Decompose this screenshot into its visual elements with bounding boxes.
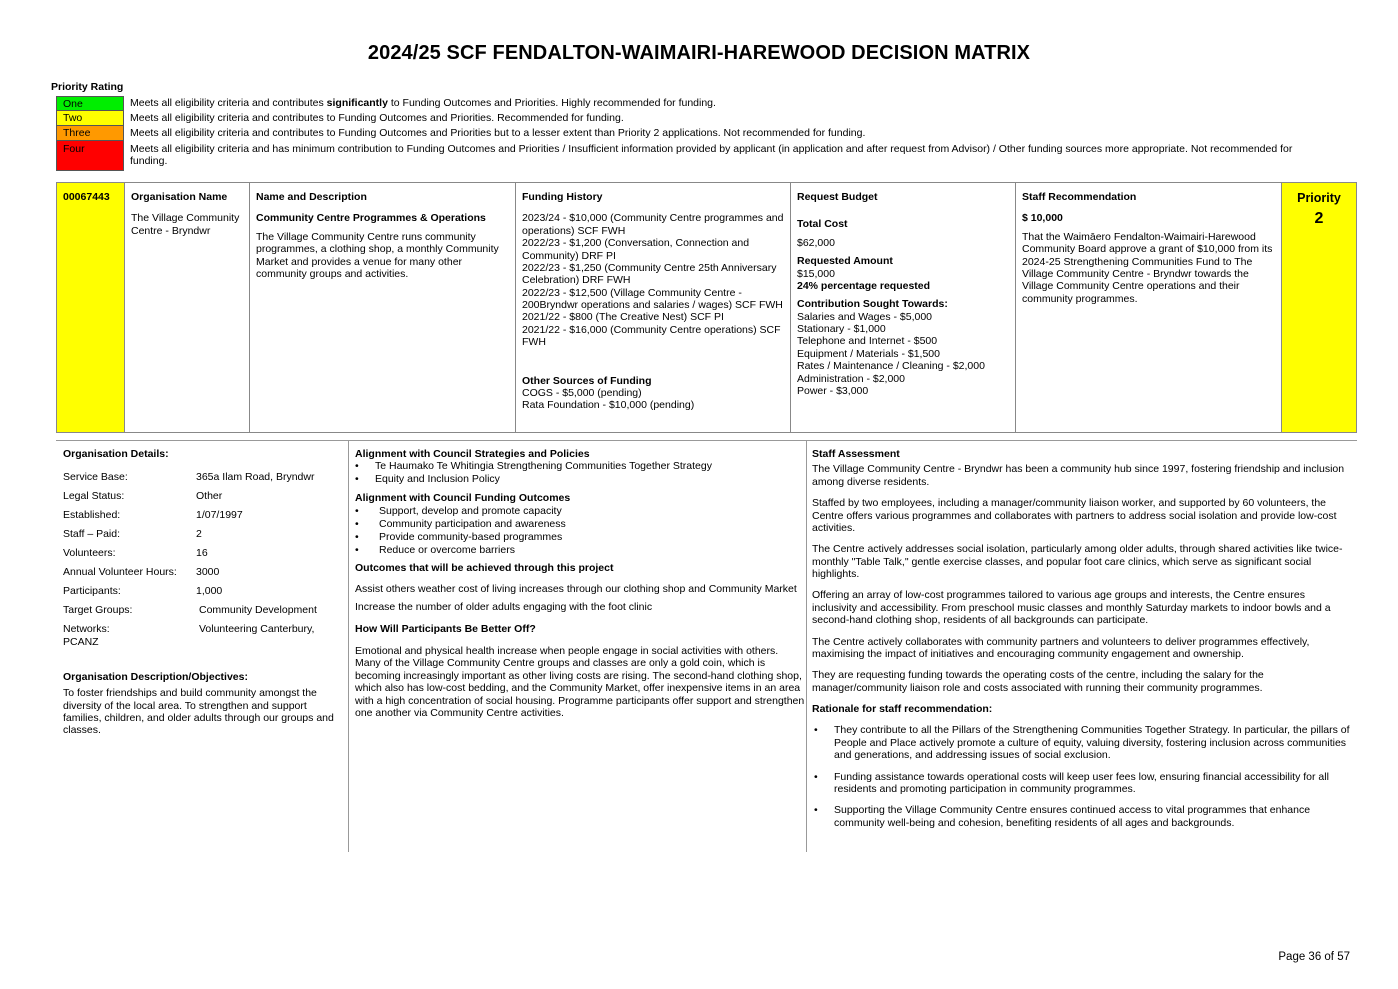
strategies-list [355, 460, 805, 485]
funding-history-item: 2021/22 - $800 (The Creative Nest) SCF PI [522, 311, 724, 324]
funding-history-cell [516, 183, 791, 432]
detail-row-volunteer-hours: Annual Volunteer Hours: 3000 [63, 566, 220, 579]
funding-history-heading: Funding History [522, 191, 603, 203]
rationale-item: • Supporting the Village Community Centre ensures continued access to vital programmes that enhance community well-being and cohesion, benefiting residents of all ages and backgrounds. [812, 804, 1352, 829]
assessment-paragraph: They are requesting funding towards the operating costs of the centre, including the salary for the manager/community liaison role and costs associated with running their community programmes. [812, 669, 1264, 694]
staff-assessment-heading: Staff Assessment [812, 448, 900, 460]
priority-row-four [56, 141, 1326, 171]
priority-text-three: Meets all eligibility criteria and contributes to Funding Outcomes and Priorities but to a lesser extent than Priority 2 applications. Not recommended for funding. [130, 127, 866, 139]
requested-amount-value: $15,000 [797, 267, 835, 280]
contribution-item: Rates / Maintenance / Cleaning - $2,000 [797, 360, 985, 373]
priority-swatch-two: Two [56, 111, 124, 126]
priority-text-one: Meets all eligibility criteria and contributes significantly to Funding Outcomes and Priorities. Highly recommended for funding. [130, 97, 716, 109]
priority-row-three [56, 126, 1326, 141]
organisation-details-panel [63, 448, 341, 737]
priority-text-two: Meets all eligibility criteria and contributes to Funding Outcomes and Priorities. Recommended for funding. [130, 112, 624, 124]
requested-amount-label: Requested Amount [797, 255, 893, 268]
staff-recommendation-cell [1016, 183, 1282, 432]
assessment-paragraph: The Centre actively addresses social isolation, particularly among older adults, through shared activities like twice-monthly "Table Talk," gentle exercise classes, and popular foot care clinics, which serve as significant social highlights. [812, 543, 1343, 580]
section-divider [56, 440, 1357, 441]
funding-outcome-item: • Community participation and awareness [355, 518, 805, 531]
organisation-description: To foster friendships and build community amongst the diversity of the local area. To strengthen and support families, children, and older adults through our groups and classes. [63, 687, 334, 737]
contribution-item: Power - $3,000 [797, 384, 869, 397]
project-description: The Village Community Centre runs community programmes, a clothing shop, a monthly Community Market and provides a venue for many other community groups and activities. [256, 230, 499, 280]
application-id: 00067443 [57, 183, 125, 432]
priority-rating-legend [56, 96, 1326, 171]
detail-row-networks: Networks: Volunteering Canterbury, [63, 623, 315, 636]
contribution-item: Administration - $2,000 [797, 372, 905, 385]
organisation-name-heading: Organisation Name [131, 191, 228, 203]
contribution-item: Salaries and Wages - $5,000 [797, 310, 933, 323]
column-divider [348, 440, 349, 852]
project-name: Community Centre Programmes & Operations [256, 212, 486, 225]
total-cost-value: $62,000 [797, 236, 835, 249]
contribution-item: Stationary - $1,000 [797, 323, 886, 335]
contribution-item: Equipment / Materials - $1,500 [797, 347, 940, 360]
outcome-achieved-item: Assist others weather cost of living increases through our clothing shop and Community Market [355, 582, 797, 595]
rationale-item: • They contribute to all the Pillars of the Strengthening Communities Together Strategy. In particular, the pillars of People and Place actively promote a culture of equity, valuing diversity, fostering inclusion across communities and generations, and addressing issues of social exclusion. [812, 724, 1352, 761]
rationale-heading: Rationale for staff recommendation: [812, 703, 993, 715]
funding-history-item: 2022/23 - $1,200 (Conversation, Connection and Community) DRF PI [522, 237, 750, 262]
detail-row-staff-paid: Staff – Paid: 2 [63, 528, 202, 541]
request-budget-cell [791, 183, 1016, 432]
funding-outcome-item: • Support, develop and promote capacity [355, 505, 805, 518]
alignment-panel [355, 448, 805, 719]
priority-swatch-one: One [56, 96, 124, 111]
outcomes-achieved-heading: Outcomes that will be achieved through this project [355, 561, 614, 574]
organisation-name-cell [125, 183, 250, 432]
funding-outcome-item: • Provide community-based programmes [355, 531, 805, 544]
assessment-paragraph: Offering an array of low-cost programmes tailored to various age groups and interests, the Centre ensures inclusivity and accessibility. From preschool music classes and monthly Saturday markets to indoor bowls and a second-hand clothing shop, residents of all backgrounds can participate. [812, 589, 1331, 627]
funding-outcomes-list [355, 505, 805, 557]
other-source-item: Rata Foundation - $10,000 (pending) [522, 399, 695, 412]
organisation-details-heading: Organisation Details: [63, 448, 169, 460]
column-divider [806, 440, 807, 852]
organisation-name: The Village Community Centre - Bryndwr [131, 212, 240, 237]
strategy-item: • Equity and Inclusion Policy [355, 473, 805, 485]
funding-history-item: 2022/23 - $12,500 (Village Community Centre - 200Bryndwr operations and salaries / wages) SCF FWH [522, 286, 783, 311]
page-number: Page 36 of 57 [1278, 951, 1350, 963]
detail-row-legal-status: Legal Status: Other [63, 490, 223, 503]
request-budget-heading: Request Budget [797, 191, 878, 203]
better-off-text: Emotional and physical health increase when people engage in social activities with others. Many of the Village Community Centre groups and classes are only a gold coin, which is becoming increasingly important as other living costs are rising. The second-hand clothing shop, which also has low-cost bedding, and the Community Market, offer inexpensive items in an area with a high concentration of social housing. Programme participants offer support and strengthen one another via Community Centre activities. [355, 645, 805, 719]
staff-recommendation-amount: $ 10,000 [1022, 212, 1063, 225]
assessment-paragraph: The Centre actively collaborates with community partners and volunteers to deliver programmes effectively, maximising the impact of initiatives and encouraging community engagement and ownership. [812, 635, 1310, 660]
funding-outcomes-heading: Alignment with Council Funding Outcomes [355, 492, 571, 505]
networks-continued: PCANZ [63, 636, 99, 649]
contribution-item: Telephone and Internet - $500 [797, 335, 938, 348]
staff-recommendation-heading: Staff Recommendation [1022, 191, 1137, 203]
detail-row-target-groups: Target Groups: Community Development [63, 604, 317, 617]
priority-row-one [56, 96, 1326, 111]
assessment-paragraph: Staffed by two employees, including a manager/community liaison worker, and supported by 60 volunteers, the Centre offers various programmes and collaborates with partners to address social isolation and provide low-cost activities. [812, 497, 1337, 534]
other-source-item: COGS - $5,000 (pending) [522, 386, 642, 399]
priority-rating-heading: Priority Rating [51, 81, 124, 93]
rationale-item: • Funding assistance towards operational costs will keep user fees low, ensuring financial accessibility for all residents and promoting participation in community programmes. [812, 771, 1352, 796]
total-cost-label: Total Cost [797, 218, 848, 231]
detail-row-service-base: Service Base: 365a Ilam Road, Bryndwr [63, 471, 315, 484]
priority-swatch-four: Four [56, 141, 124, 171]
rationale-list [812, 724, 1352, 829]
priority-cell [1282, 183, 1356, 432]
funding-history-item: 2023/24 - $10,000 (Community Centre programmes and operations) SCF FWH [522, 212, 784, 237]
priority-text-four: Meets all eligibility criteria and has minimum contribution to Funding Outcomes and Priorities / Insufficient information provided by applicant (in application and after request from Advisor) / Other funding sources more appropriate. Not recommended for funding. [130, 143, 1293, 167]
contribution-heading: Contribution Sought Towards: [797, 298, 948, 311]
priority-value: 2 [1314, 209, 1324, 227]
assessment-paragraph: The Village Community Centre - Bryndwr has been a community hub since 1997, fostering friendship and inclusion among diverse residents. [812, 463, 1345, 488]
organisation-description-heading: Organisation Description/Objectives: [63, 670, 248, 683]
page-title: 2024/25 SCF FENDALTON-WAIMAIRI-HAREWOOD DECISION MATRIX [367, 42, 1031, 64]
priority-heading: Priority [1297, 191, 1341, 205]
detail-row-participants: Participants: 1,000 [63, 585, 223, 598]
detail-row-established: Established: 1/07/1997 [63, 509, 243, 522]
funding-outcome-item: • Reduce or overcome barriers [355, 544, 805, 557]
percentage-requested: 24% percentage requested [797, 279, 931, 292]
strategy-item: • Te Haumako Te Whitingia Strengthening Communities Together Strategy [355, 460, 805, 472]
priority-swatch-three: Three [56, 126, 124, 141]
other-sources-heading: Other Sources of Funding [522, 374, 652, 387]
strategies-heading: Alignment with Council Strategies and Policies [355, 448, 590, 460]
funding-history-item: 2022/23 - $1,250 (Community Centre 25th Anniversary Celebration) DRF FWH [522, 261, 777, 287]
name-description-cell [250, 183, 516, 432]
outcome-achieved-item: Increase the number of older adults engaging with the foot clinic [355, 601, 653, 614]
funding-history-item: 2021/22 - $16,000 (Community Centre operations) SCF FWH [522, 323, 781, 349]
priority-row-two [56, 111, 1326, 126]
staff-recommendation-text: That the Waimāero Fendalton-Waimairi-Harewood Community Board approve a grant of $10,000 from its 2024-25 Strengthening Communities Fund to The Village Community Centre - Bryndwr towards the Village Community Centre operations and their community programmes. [1022, 230, 1273, 305]
decision-matrix-row [56, 182, 1357, 433]
staff-assessment-panel [812, 448, 1352, 838]
name-description-heading: Name and Description [256, 191, 367, 203]
detail-row-volunteers: Volunteers: 16 [63, 547, 208, 560]
better-off-heading: How Will Participants Be Better Off? [355, 622, 536, 635]
